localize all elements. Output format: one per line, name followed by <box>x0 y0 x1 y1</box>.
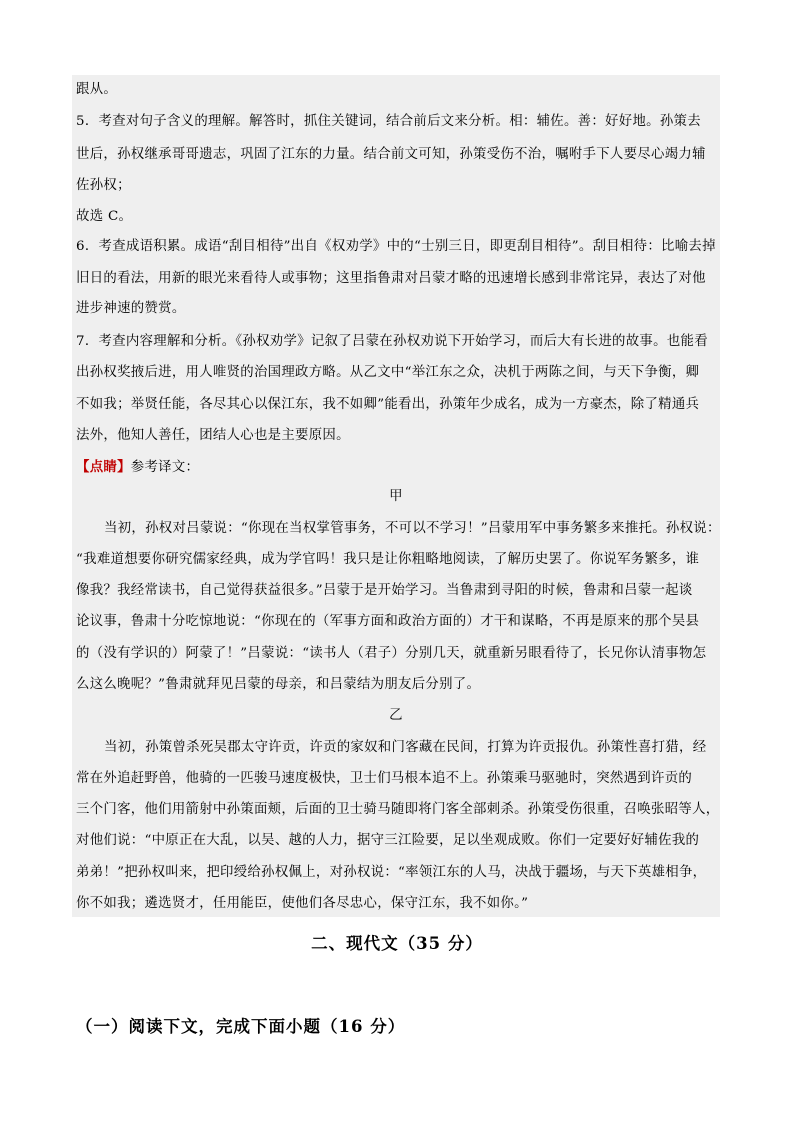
analysis-line: 7．考查内容理解和分析。《孙权劝学》记叙了吕蒙在孙权劝说下开始学习，而后大有长进的故事。也能看 <box>76 334 708 349</box>
analysis-line: 世后，孙权继承哥哥遗志，巩固了江东的力量。结合前文可知，孙策受伤不治，嘱咐手下人要尽心竭力辅 <box>76 147 706 162</box>
analysis-line: 佐孙权； <box>76 178 131 193</box>
jia-line: 像我？我经常读书，自己觉得获益很多。”吕蒙于是开始学习。当鲁肃到寻阳的时候，鲁肃和吕蒙一起谈 <box>76 583 693 598</box>
analysis-line: 进步神速的赞赏。 <box>76 301 186 316</box>
analysis-line: 不如我；举贤任能，各尽其心以保江东，我不如卿”能看出，孙策年少成名，成为一方豪杰，除了精通兵 <box>76 397 700 412</box>
yi-line: 对他们说：“中原正在大乱，以吴、越的人力，据守三江险要，足以坐观成败。你们一定要好好辅佐我的 <box>76 833 700 848</box>
jia-line: 当初，孙权对吕蒙说：“你现在当权掌管事务，不可以不学习！”吕蒙用军中事务繁多来推托。孙权说： <box>104 521 721 536</box>
yi-line: 你不如我；遴选贤才，任用能臣，使他们各尽忠心，保守江东，我不如你。” <box>76 896 529 911</box>
analysis-line: 6．考查成语积累。成语“刮目相待”出自《权劝学》中的“士别三日，即更刮目相待”。刮目相待：比喻去掉 <box>76 239 716 254</box>
jia-line: “我难道想要你研究儒家经典，成为学官吗！我只是让你粗略地阅读，了解历史罢了。你说军务繁多，谁 <box>76 552 700 567</box>
analysis-line: 法外，他知人善任，团结人心也是主要原因。 <box>76 428 350 443</box>
tip-text: 参考译文： <box>130 460 200 475</box>
yi-line: 弟弟！”把孙权叫来，把印绶给孙权佩上，对孙权说：“率领江东的人马，决战于疆场，与天下英雄相争， <box>76 865 707 880</box>
analysis-line: 故选 C。 <box>76 209 133 224</box>
tip-line <box>76 458 199 477</box>
yi-line: 常在外追赶野兽，他骑的一匹骏马速度极快，卫士们马根本追不上。孙策乘马驱驰时，突然遇到许贡的 <box>76 771 693 786</box>
analysis-line: 出孙权奖掖后进，用人唯贤的治国理政方略。从乙文中“举江东之众，决机于两陈之间，与天下争衡，卿 <box>76 365 700 380</box>
yi-line: 三个门客，他们用箭射中孙策面颊，后面的卫士骑马随即将门客全部刺杀。孙策受伤很重，召唤张昭等人， <box>76 802 720 817</box>
tip-label: 【点睛】 <box>76 459 131 475</box>
jia-line: 的（没有学识的）阿蒙了！”吕蒙说：“读书人（君子）分别几天，就重新另眼看待了，长兄你认清事物怎 <box>76 646 707 661</box>
jia-line: 么这么晚呢？”鲁肃就拜见吕蒙的母亲，和吕蒙结为朋友后分别了。 <box>76 677 481 692</box>
section-subtitle: （一）阅读下文，完成下面小题（16 分） <box>76 1017 406 1036</box>
yi-heading: 乙 <box>389 708 403 723</box>
section-title: 二、现代文（35 分） <box>311 934 483 953</box>
analysis-line: 跟从。 <box>76 82 118 97</box>
analysis-line: 旧日的看法，用新的眼光来看待人或事物；这里指鲁肃对吕蒙才略的迅速增长感到非常诧异，表达了对他 <box>76 271 706 286</box>
jia-heading: 甲 <box>389 489 403 504</box>
yi-line: 当初，孙策曾杀死吴郡太守许贡，许贡的家奴和门客藏在民间，打算为许贡报仇。孙策性喜打猎，经 <box>104 740 707 755</box>
jia-line: 论议事，鲁肃十分吃惊地说：“你现在的（军事方面和政治方面的）才干和谋略，不再是原来的那个吴县 <box>76 614 700 629</box>
analysis-line: 5．考查对句子含义的理解。解答时，抓住关键词，结合前后文来分析。相：辅佐。善：好好地。孙策去 <box>76 114 701 129</box>
